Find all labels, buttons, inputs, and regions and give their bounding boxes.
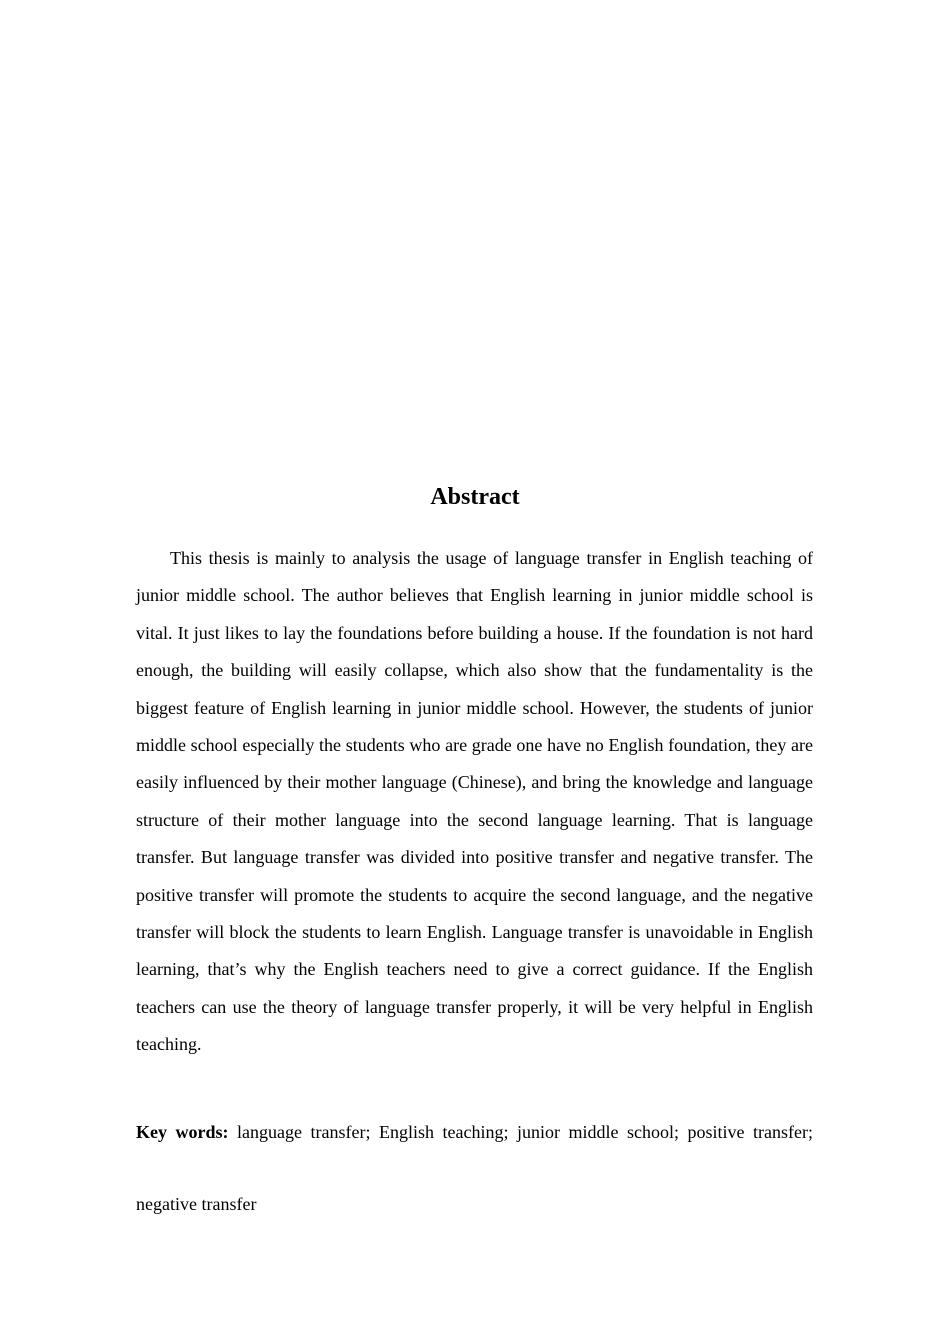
- keywords-paragraph: [136, 1096, 813, 1240]
- keywords-text: language transfer; English teaching; junior middle school; positive transfer; negative transfer: [136, 1122, 814, 1214]
- abstract-title: Abstract: [430, 484, 520, 510]
- abstract-body: This thesis is mainly to analysis the usage of language transfer in English teaching of junior middle school. The author believes that English learning in junior middle school is vital. It just likes to lay the foundations before building a house. If the foundation is not hard enough, the building will easily collapse, which also show that the fundamentality is the biggest feature of English learning in junior middle school. However, the students of junior middle school especially the students who are grade one have no English foundation, they are easily influenced by their mother language (Chinese), and bring the knowledge and language structure of their mother language into the second language learning. That is language transfer. But language transfer was divided into positive transfer and negative transfer. The positive transfer will promote the students to acquire the second language, and the negative transfer will block the students to learn English. Language transfer is unavoidable in English learning, that’s why the English teachers need to give a correct guidance. If the English teachers can use the theory of language transfer properly, it will be very helpful in English teaching.: [136, 548, 813, 1055]
- keywords-label: Key words:: [136, 1122, 229, 1142]
